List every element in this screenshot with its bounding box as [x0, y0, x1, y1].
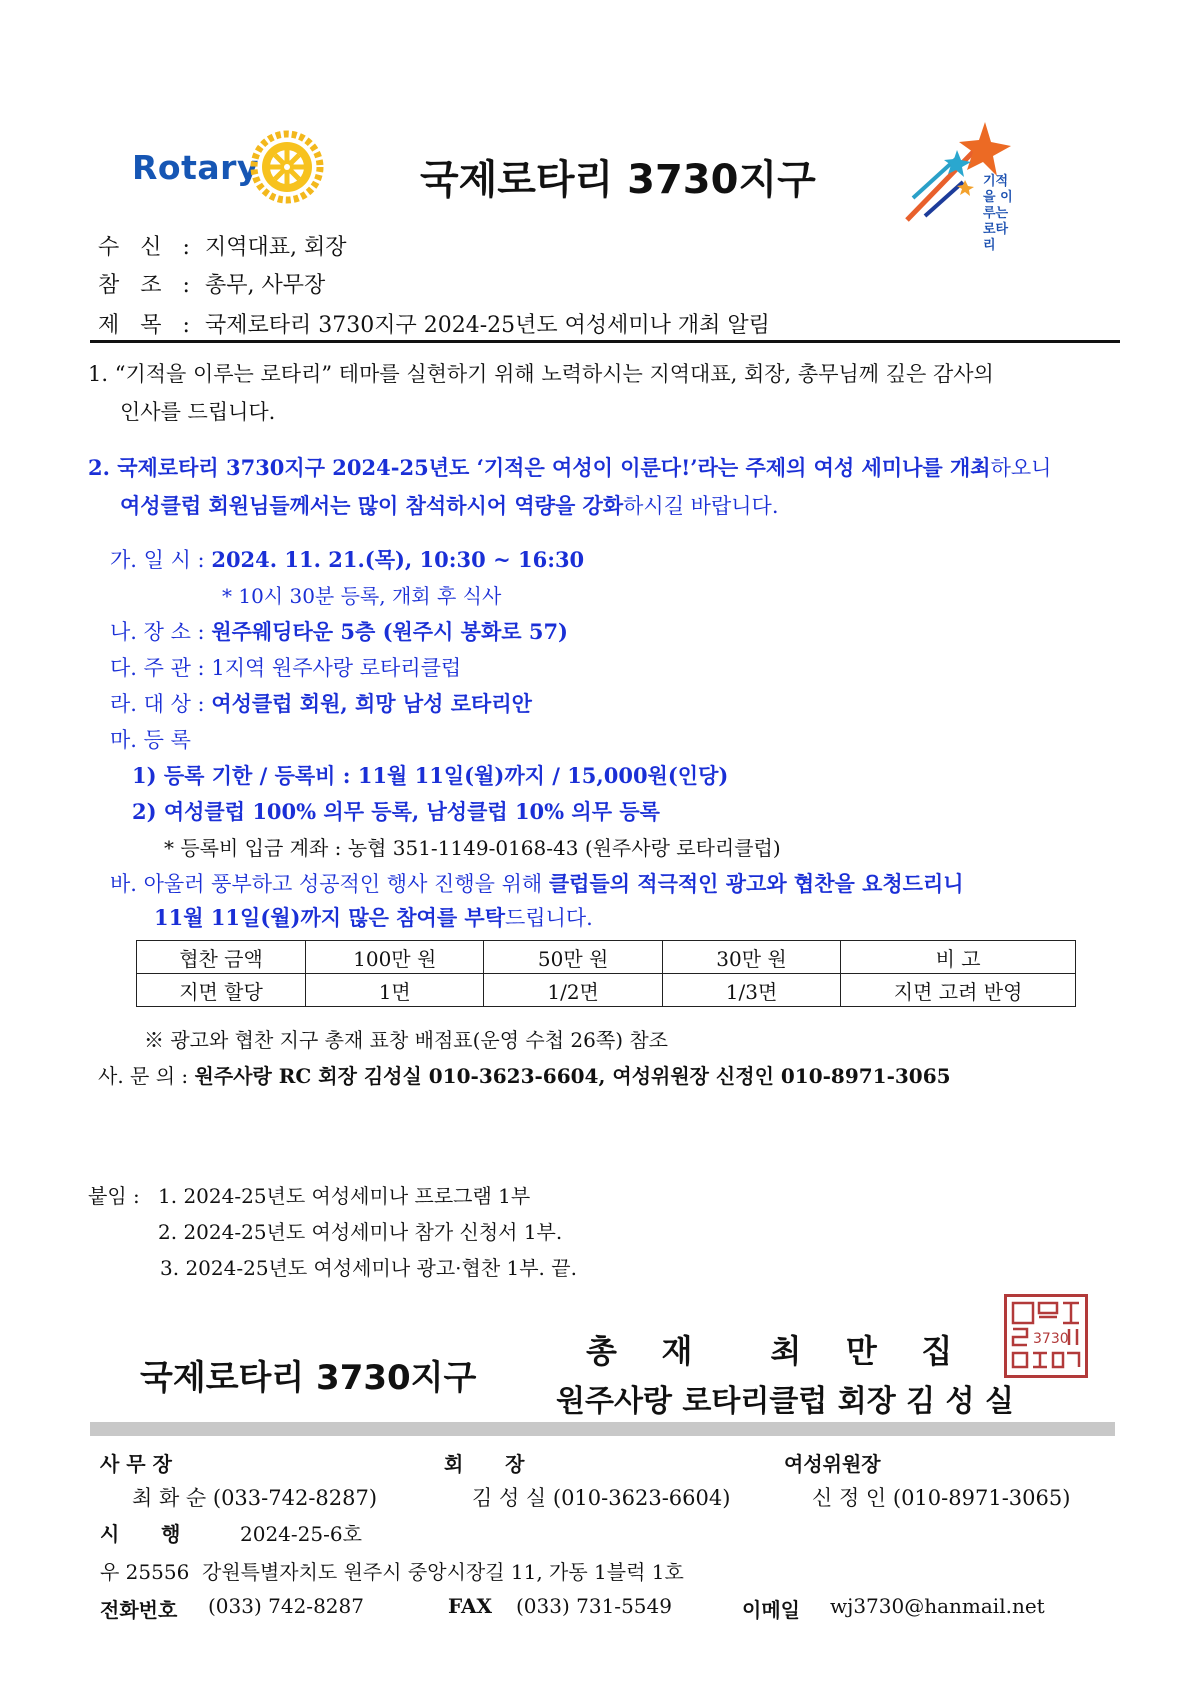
- issuer-organization: 국제로타리 3730지구: [140, 1358, 477, 1398]
- contact-row: [100, 1594, 177, 1623]
- inquiry-value: 원주사랑 RC 회장 김성실 010-3623-6604, 여성위원장 신정인 010-8971-3065: [194, 1064, 951, 1088]
- target-label: 라. 대 상 :: [110, 692, 205, 716]
- host-value: 1지역 원주사랑 로타리클럽: [211, 656, 462, 680]
- reference-value: 총무, 사무장: [205, 273, 326, 298]
- rotary-wordmark: Rotary: [132, 148, 259, 187]
- footer-divider: [90, 1422, 1115, 1436]
- table-cell: 50만 원: [484, 941, 662, 974]
- theme-slogan: [983, 174, 1015, 254]
- secretary-label: 사 무 장: [100, 1452, 172, 1476]
- table-header-row: [137, 941, 1076, 974]
- attachments-label: 붙임 :: [88, 1184, 140, 1208]
- rotary-wheel-icon: [250, 130, 324, 204]
- sponsor-request-intro: 바. 아울러 풍부하고 성공적인 행사 진행을 위해: [110, 872, 549, 896]
- women-committee-label: 여성위원장: [784, 1452, 881, 1476]
- subject-row: [98, 308, 770, 339]
- page-title: 국제로타리 3730지구: [420, 157, 816, 203]
- attachment-item: 3. 2024-25년도 여성세미나 광고·협찬 1부. 끝.: [160, 1256, 577, 1280]
- president-label: 회 장: [444, 1452, 525, 1476]
- execution-number: 2024-25-6호: [240, 1522, 362, 1546]
- paragraph-2-emphasis-2: 여성클럽 회원님들께서는 많이 참석하시어 역량을 강화: [120, 493, 624, 518]
- theme-line-2: 로타리: [983, 222, 1009, 253]
- table-cell: 1면: [306, 974, 484, 1007]
- governor-signature: 총 재 최 만 집: [586, 1332, 953, 1370]
- registration-account: * 등록비 입금 계좌 : 농협 351-1149-0168-43 (원주사랑 로타리클럽): [164, 836, 781, 860]
- women-committee-contact: 신 정 인 (010-8971-3065): [812, 1486, 1071, 1510]
- inquiry-label: 사. 문 의 :: [98, 1064, 189, 1088]
- host-label: 다. 주 관 :: [110, 656, 205, 680]
- recipient-value: 지역대표, 회장: [205, 235, 347, 260]
- paragraph-2-line-1: [88, 452, 1051, 482]
- reference-row: [98, 268, 325, 299]
- registration-deadline: 1) 등록 기한 / 등록비 : 11월 11일(월)까지 / 15,000원(인당): [132, 763, 729, 788]
- table-cell: 협찬 금액: [137, 941, 306, 974]
- sponsor-request-line-1: [110, 868, 964, 898]
- paragraph-2-tail-2: 하시길 바랍니다.: [623, 494, 779, 518]
- sponsor-request-emphasis: 클럽들의 적극적인 광고와 협찬을 요청드리니: [548, 871, 964, 896]
- theme-logo: [905, 120, 1015, 253]
- registration-quota: 2) 여성클럽 100% 의무 등록, 남성클럽 10% 의무 등록: [132, 799, 660, 824]
- theme-line-1: 기적을 이루는: [983, 174, 1013, 221]
- fax-number: (033) 731-5549: [516, 1594, 672, 1618]
- official-seal: [1004, 1294, 1088, 1378]
- registration-label: 마. 등 록: [110, 728, 191, 752]
- subject-value: 국제로타리 3730지구 2024-25년도 여성세미나 개최 알림: [205, 313, 770, 338]
- date-note: * 10시 30분 등록, 개회 후 식사: [222, 584, 502, 608]
- table-cell: 지면 할당: [137, 974, 306, 1007]
- table-cell: 1/2면: [484, 974, 662, 1007]
- table-cell: 30만 원: [662, 941, 840, 974]
- president-contact: 김 성 실 (010-3623-6604): [472, 1486, 731, 1510]
- email-label: 이메일: [742, 1598, 800, 1622]
- sponsor-request-deadline: 11월 11일(월)까지 많은 참여를 부탁: [154, 905, 505, 930]
- place-label: 나. 장 소 :: [110, 620, 205, 644]
- inquiry-row: [98, 1060, 951, 1089]
- date-value: 2024. 11. 21.(목), 10:30 ~ 16:30: [211, 547, 585, 572]
- place-value: 원주웨딩타운 5층 (원주시 봉화로 57): [211, 619, 568, 644]
- recipient-row: [98, 230, 347, 261]
- table-cell: 100만 원: [306, 941, 484, 974]
- office-address: 우 25556 강원특별자치도 원주시 중앙시장길 11, 가동 1블럭 1호: [100, 1560, 684, 1584]
- table-cell: 비 고: [841, 941, 1076, 974]
- svg-text:3730: 3730: [1033, 1331, 1069, 1347]
- table-note: ※ 광고와 협찬 지구 총재 표창 배점표(운영 수첩 26쪽) 참조: [144, 1028, 668, 1052]
- seal-glyphs-icon: [1007, 1297, 1085, 1375]
- paragraph-1-line-2: 인사를 드립니다.: [120, 400, 276, 424]
- phone-number: (033) 742-8287: [208, 1594, 364, 1618]
- attachment-item: 1. 2024-25년도 여성세미나 프로그램 1부: [158, 1184, 531, 1208]
- sponsor-request-tail: 드립니다.: [505, 906, 593, 930]
- reference-label: 참 조 :: [98, 273, 190, 298]
- attachment-item: 2. 2024-25년도 여성세미나 참가 신청서 1부.: [158, 1220, 563, 1244]
- date-label: 가. 일 시 :: [110, 548, 205, 572]
- paragraph-2-tail-1: 하오니: [990, 456, 1052, 480]
- fax-label: FAX: [448, 1594, 493, 1618]
- president-signature: 원주사랑 로타리클럽 회장 김 성 실: [556, 1384, 1014, 1419]
- table-row: [137, 974, 1076, 1007]
- phone-label: 전화번호: [100, 1598, 178, 1622]
- paragraph-2-line-2: [120, 490, 779, 520]
- paragraph-2-emphasis-1: 2. 국제로타리 3730지구 2024-25년도 ‘기적은 여성이 이룬다!’라는 주제의 여성 세미나를 개최: [88, 455, 991, 480]
- secretary-contact: 최 화 순 (033-742-8287): [132, 1486, 378, 1510]
- header-divider: [90, 340, 1120, 343]
- target-row: [110, 688, 532, 718]
- email-address: wj3730@hanmail.net: [830, 1594, 1045, 1618]
- place-row: [110, 616, 568, 646]
- date-row: [110, 544, 584, 574]
- target-value: 여성클럽 회원, 희망 남성 로타리안: [211, 691, 532, 716]
- table-cell: 1/3면: [662, 974, 840, 1007]
- subject-label: 제 목 :: [98, 313, 190, 338]
- sponsorship-table: [136, 940, 1076, 1007]
- paragraph-1-line-1: 1. “기적을 이루는 로타리” 테마를 실현하기 위해 노력하시는 지역대표, 회장, 총무님께 깊은 감사의: [88, 362, 994, 386]
- sponsor-request-line-2: [154, 902, 593, 932]
- execution-label: 시 행: [100, 1522, 181, 1546]
- recipient-label: 수 신 :: [98, 235, 190, 260]
- host-row: [110, 652, 461, 682]
- table-cell: 지면 고려 반영: [841, 974, 1076, 1007]
